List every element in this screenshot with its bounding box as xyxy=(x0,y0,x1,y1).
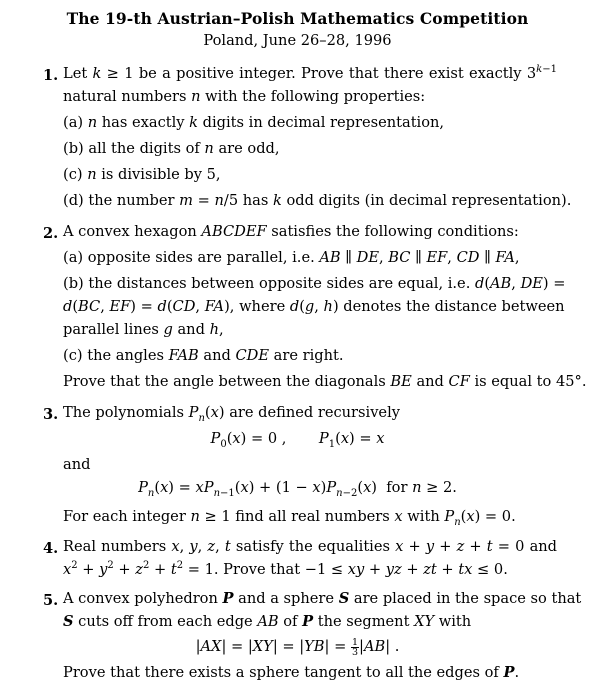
problem-4-line-2: $x^2 + y^2 + z^2 + t^2 = 1$. Prove that −1 ≤ xy + yz + zt + tx ≤ 0. xyxy=(63,560,508,578)
document-subtitle: Poland, June 26–28, 1996 xyxy=(203,32,392,49)
problem-3-line-1: The polynomials $P_n(x)$ are defined recursively xyxy=(63,404,400,424)
problem-2-line-4: d(BC, EF) = d(CD, FA), where d(g, h) denotes the distance between xyxy=(63,298,565,315)
problem-2-line-6: (c) the angles FAB and CDE are right. xyxy=(63,347,344,364)
problem-1-line-3: (a) n has exactly k digits in decimal representation, xyxy=(63,114,445,131)
problem-3-formula-1: $P_0(x) = 0$ , $P_1(x) = x$ xyxy=(210,430,385,450)
problem-number: 5. xyxy=(43,592,59,609)
problem-3-line-and: and xyxy=(63,456,91,473)
problem-1-line-5: (c) n is divisible by 5, xyxy=(63,166,221,183)
problem-5-line-2: S cuts off from each edge AB of P the segment XY with xyxy=(63,613,472,630)
problem-1-line-1: Let k ≥ 1 be a positive integer. Prove that there exist exactly $3^{k-1}$ xyxy=(63,64,557,82)
problem-5-line-4: Prove that there exists a sphere tangent to all the edges of P. xyxy=(63,664,520,681)
problem-2-line-7: Prove that the angle between the diagonals BE and CF is equal to 45°. xyxy=(63,373,587,390)
problem-2-line-1: A convex hexagon ABCDEF satisfies the following conditions: xyxy=(63,223,519,240)
problem-3-line-5: For each integer n ≥ 1 find all real numbers x with $P_n(x) = 0$. xyxy=(63,508,516,528)
problem-1-line-6: (d) the number m = n/5 has k odd digits (in decimal representation). xyxy=(63,192,572,209)
document-title: The 19-th Austrian–Polish Mathematics Competition xyxy=(66,9,529,28)
problem-5-line-1: A convex polyhedron P and a sphere S are placed in the space so that xyxy=(63,590,582,607)
problem-5-formula: |AX| = |XY| = |YB| = $\frac{1}{3}$ |AB| . xyxy=(195,637,400,658)
problem-number: 4. xyxy=(43,540,59,557)
problem-1-line-2: natural numbers n with the following properties: xyxy=(63,88,426,105)
problem-number: 2. xyxy=(43,225,59,242)
problem-4-line-1: Real numbers x, y, z, t satisfy the equalities x + y + z + t = 0 and xyxy=(63,538,558,555)
problem-number: 3. xyxy=(43,406,59,423)
problem-number: 1. xyxy=(43,67,59,84)
problem-2-line-3: (b) the distances between opposite sides are equal, i.e. d(AB, DE) = xyxy=(63,275,566,292)
problem-3-formula-2: $P_n(x) = xP_{n-1}(x) + (1 - x)P_{n-2}(x)$ for n ≥ 2. xyxy=(138,479,457,499)
problem-2-line-2: (a) opposite sides are parallel, i.e. AB ∥ DE, BC ∥ EF, CD ∥ FA, xyxy=(63,249,520,266)
problem-2-line-5: parallel lines g and h, xyxy=(63,321,224,338)
problem-1-line-4: (b) all the digits of n are odd, xyxy=(63,140,280,157)
